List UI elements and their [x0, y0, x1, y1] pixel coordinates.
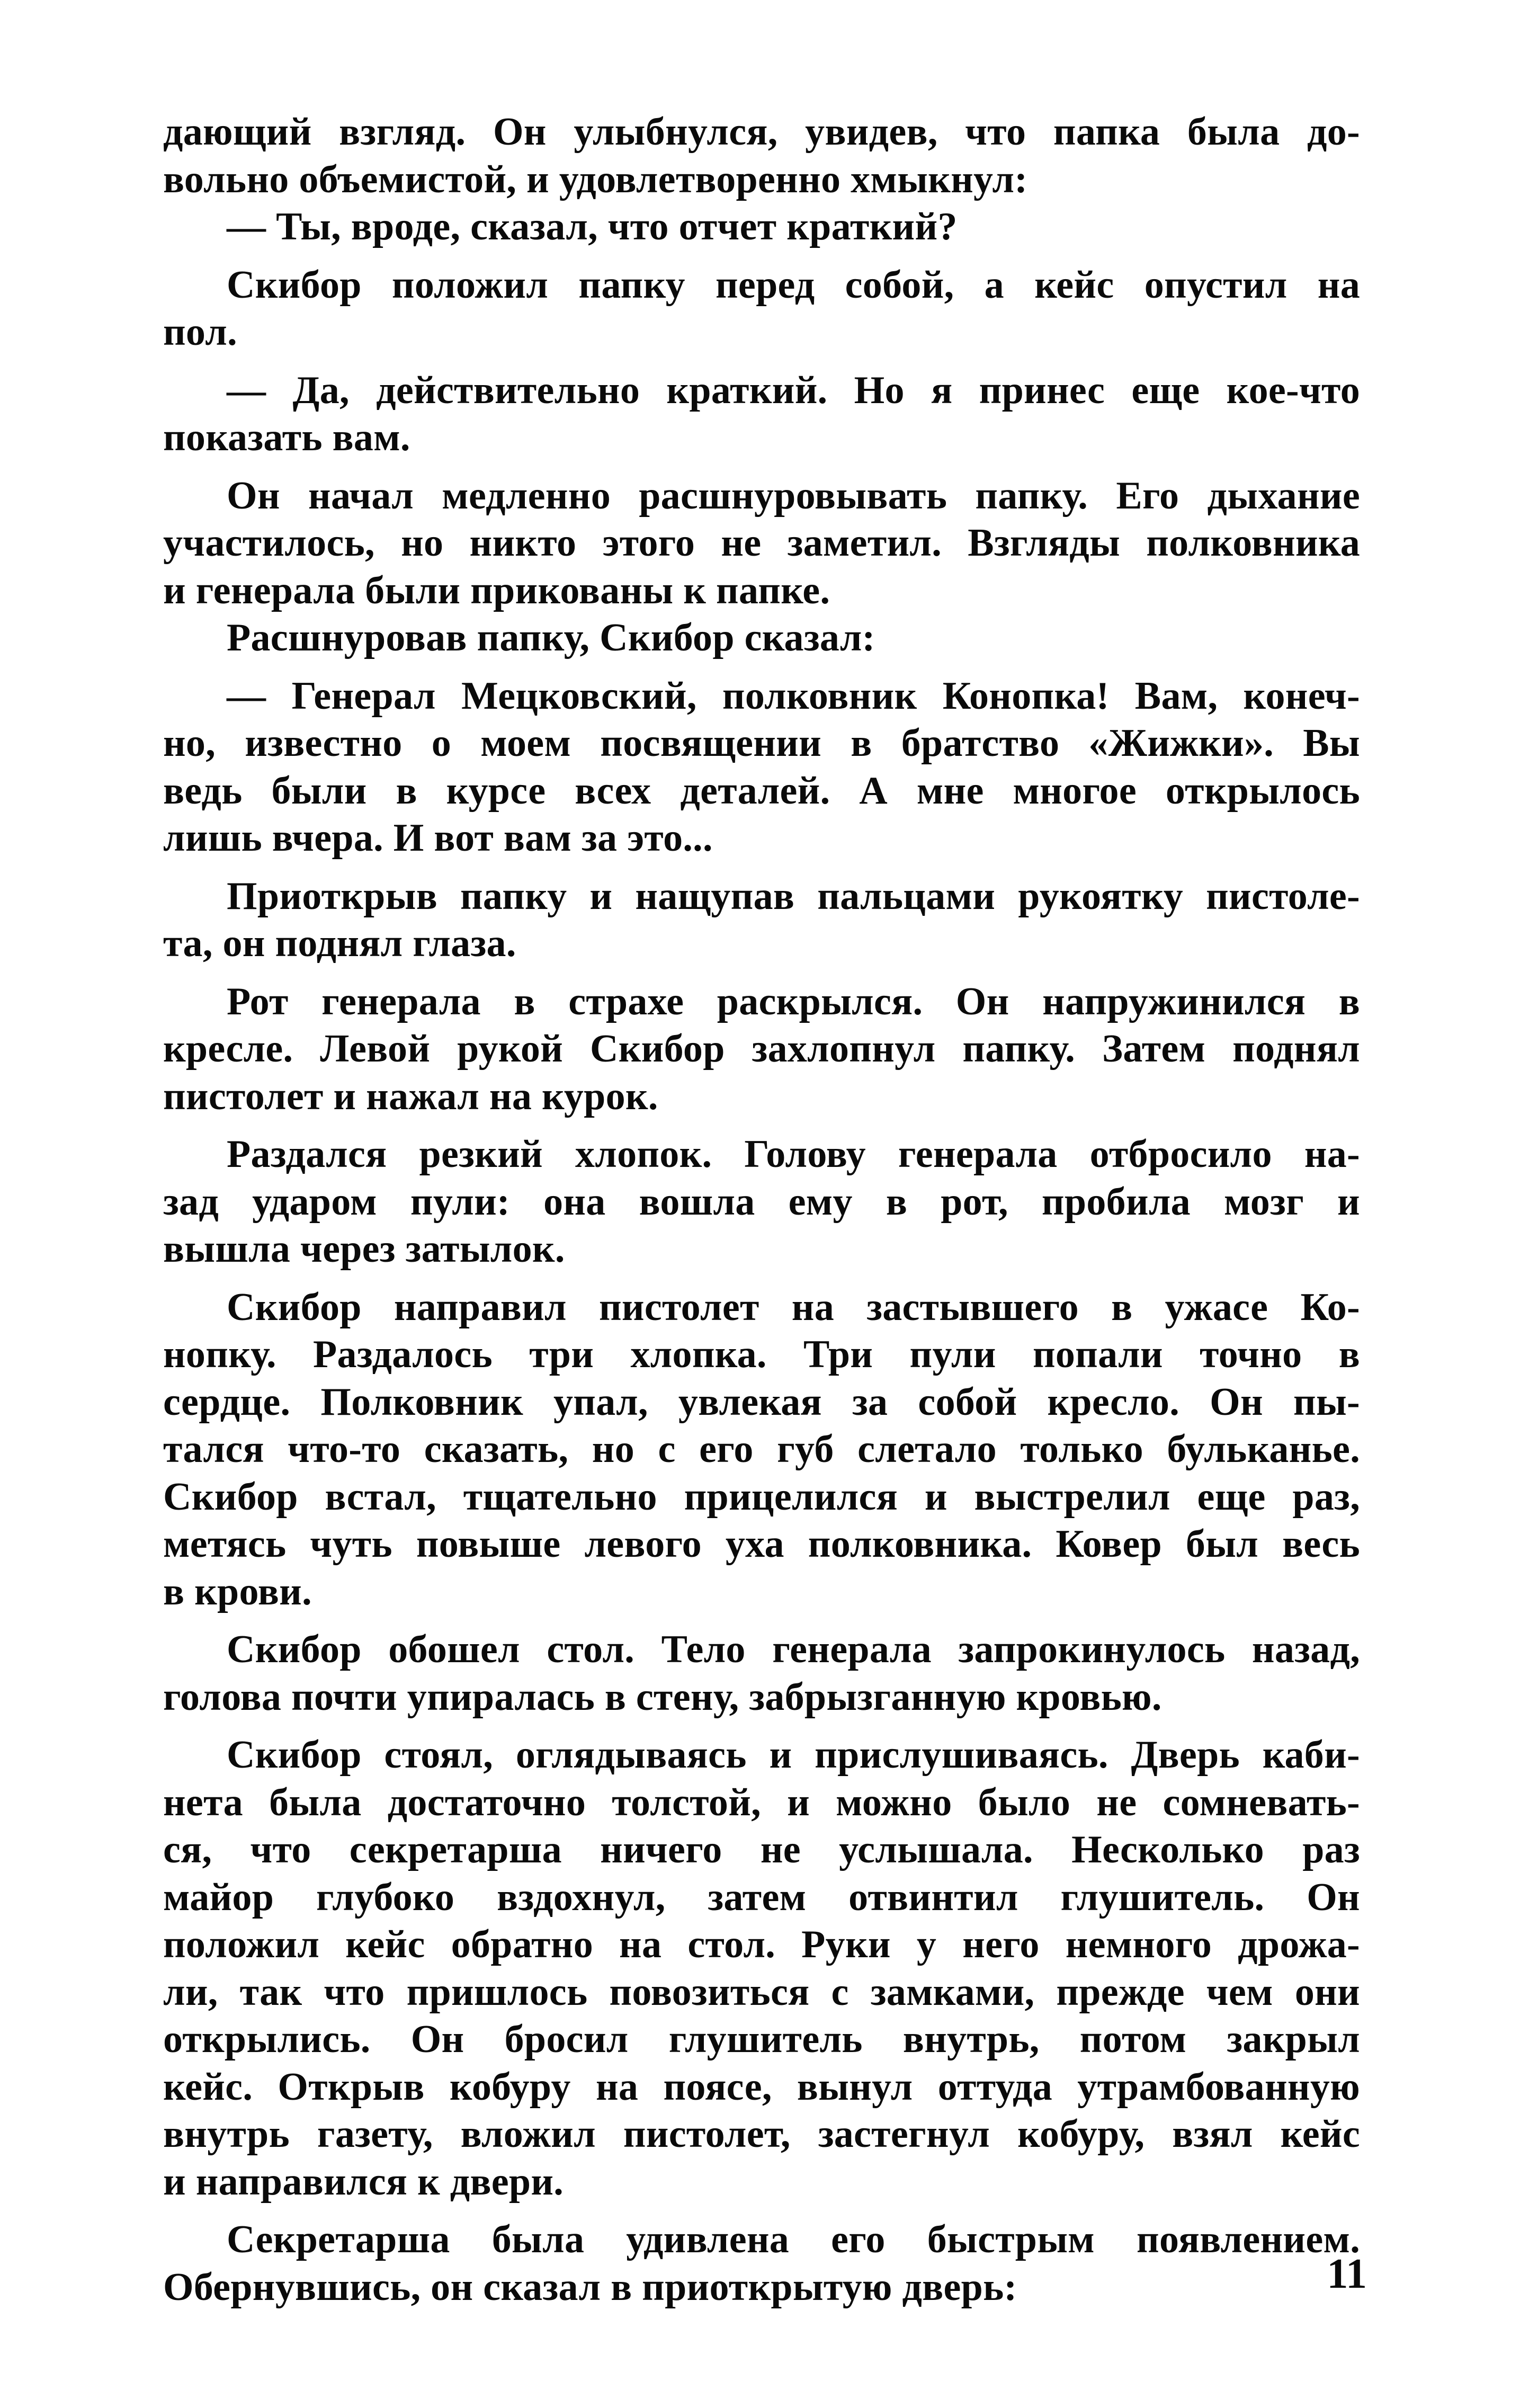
text-line: Обернувшись, он сказал в приоткрытую дверь:: [163, 2265, 1017, 2309]
text-line: Скибор направил пистолет на застывшего в ужасе Ко-: [227, 1285, 1360, 1329]
text-line: Рот генерала в страхе раскрылся. Он напружинился в: [227, 979, 1360, 1023]
text-line: ведь были в курсе всех деталей. А мне многое открылось: [163, 769, 1360, 813]
text-line: Секретарша была удивлена его быстрым появлением.: [227, 2218, 1360, 2261]
text-line: пол.: [163, 310, 237, 354]
text-line: внутрь газету, вложил пистолет, застегнул кобуру, взял кейс: [163, 2112, 1360, 2156]
page-number: 11: [1327, 2251, 1367, 2297]
text-line: зад ударом пули: она вошла ему в рот, пробила мозг и: [163, 1180, 1360, 1224]
text-line: открылись. Он бросил глушитель внутрь, потом закрыл: [163, 2018, 1360, 2061]
text-line: метясь чуть повыше левого уха полковника. Ковер был весь: [163, 1522, 1360, 1566]
text-line: Приоткрыв папку и нащупав пальцами рукоятку пистоле-: [227, 874, 1360, 918]
text-line: дающий взгляд. Он улыбнулся, увидев, что папка была до-: [163, 110, 1360, 154]
text-line: — Генерал Мецковский, полковник Конопка! Вам, конеч-: [227, 674, 1360, 718]
text-line: тался что-то сказать, но с его губ слетало только бульканье.: [163, 1428, 1360, 1471]
body-text: [163, 109, 1360, 2311]
text-line: Он начал медленно расшнуровывать папку. Его дыхание: [227, 474, 1360, 518]
text-line: Скибор обошел стол. Тело генерала запрокинулось назад,: [227, 1628, 1360, 1671]
text-line: кейс. Открыв кобуру на поясе, вынул оттуда утрамбованную: [163, 2065, 1360, 2109]
text-line: Скибор встал, тщательно прицелился и выстрелил еще раз,: [163, 1475, 1360, 1519]
text-line: нета была достаточно толстой, и можно было не сомневать-: [163, 1780, 1360, 1824]
text-line: Скибор стоял, оглядываясь и прислушиваясь. Дверь каби-: [227, 1733, 1360, 1777]
text-line: лишь вчера. И вот вам за это...: [163, 816, 713, 860]
text-line: голова почти упиралась в стену, забрызганную кровью.: [163, 1675, 1162, 1719]
text-line: вольно объемистой, и удовлетворенно хмыкнул:: [163, 157, 1028, 201]
text-line: и направился к двери.: [163, 2160, 564, 2204]
text-line: ли, так что пришлось повозиться с замками, прежде чем они: [163, 1970, 1360, 2014]
text-line: нопку. Раздалось три хлопка. Три пули попали точно в: [163, 1333, 1360, 1376]
text-line: вышла через затылок.: [163, 1227, 565, 1271]
text-line: — Да, действительно краткий. Но я принес еще кое-что: [227, 368, 1360, 412]
text-line: Раздался резкий хлопок. Голову генерала отбросило на-: [227, 1132, 1360, 1176]
text-line: майор глубоко вздохнул, затем отвинтил глушитель. Он: [163, 1875, 1360, 1919]
text-line: пистолет и нажал на курок.: [163, 1074, 658, 1118]
text-line: та, он поднял глаза.: [163, 922, 516, 965]
text-line: показать вам.: [163, 416, 410, 459]
text-line: кресле. Левой рукой Скибор захлопнул папку. Затем поднял: [163, 1027, 1360, 1071]
text-line: положил кейс обратно на стол. Руки у него немного дрожа-: [163, 1923, 1360, 1966]
text-line: участилось, но никто этого не заметил. Взгляды полковника: [163, 521, 1360, 565]
text-line: в крови.: [163, 1569, 312, 1613]
text-line: Скибор положил папку перед собой, а кейс опустил на: [227, 263, 1360, 307]
text-line: Расшнуровав папку, Скибор сказал:: [227, 616, 875, 659]
text-line: сердце. Полковник упал, увлекая за собой кресло. Он пы-: [163, 1380, 1360, 1424]
text-line: но, известно о моем посвящении в братство «Жижки». Вы: [163, 721, 1360, 765]
text-line: ся, что секретарша ничего не услышала. Несколько раз: [163, 1828, 1360, 1871]
text-line: и генерала были прикованы к папке.: [163, 568, 830, 612]
text-line: — Ты, вроде, сказал, что отчет краткий?: [227, 205, 958, 248]
